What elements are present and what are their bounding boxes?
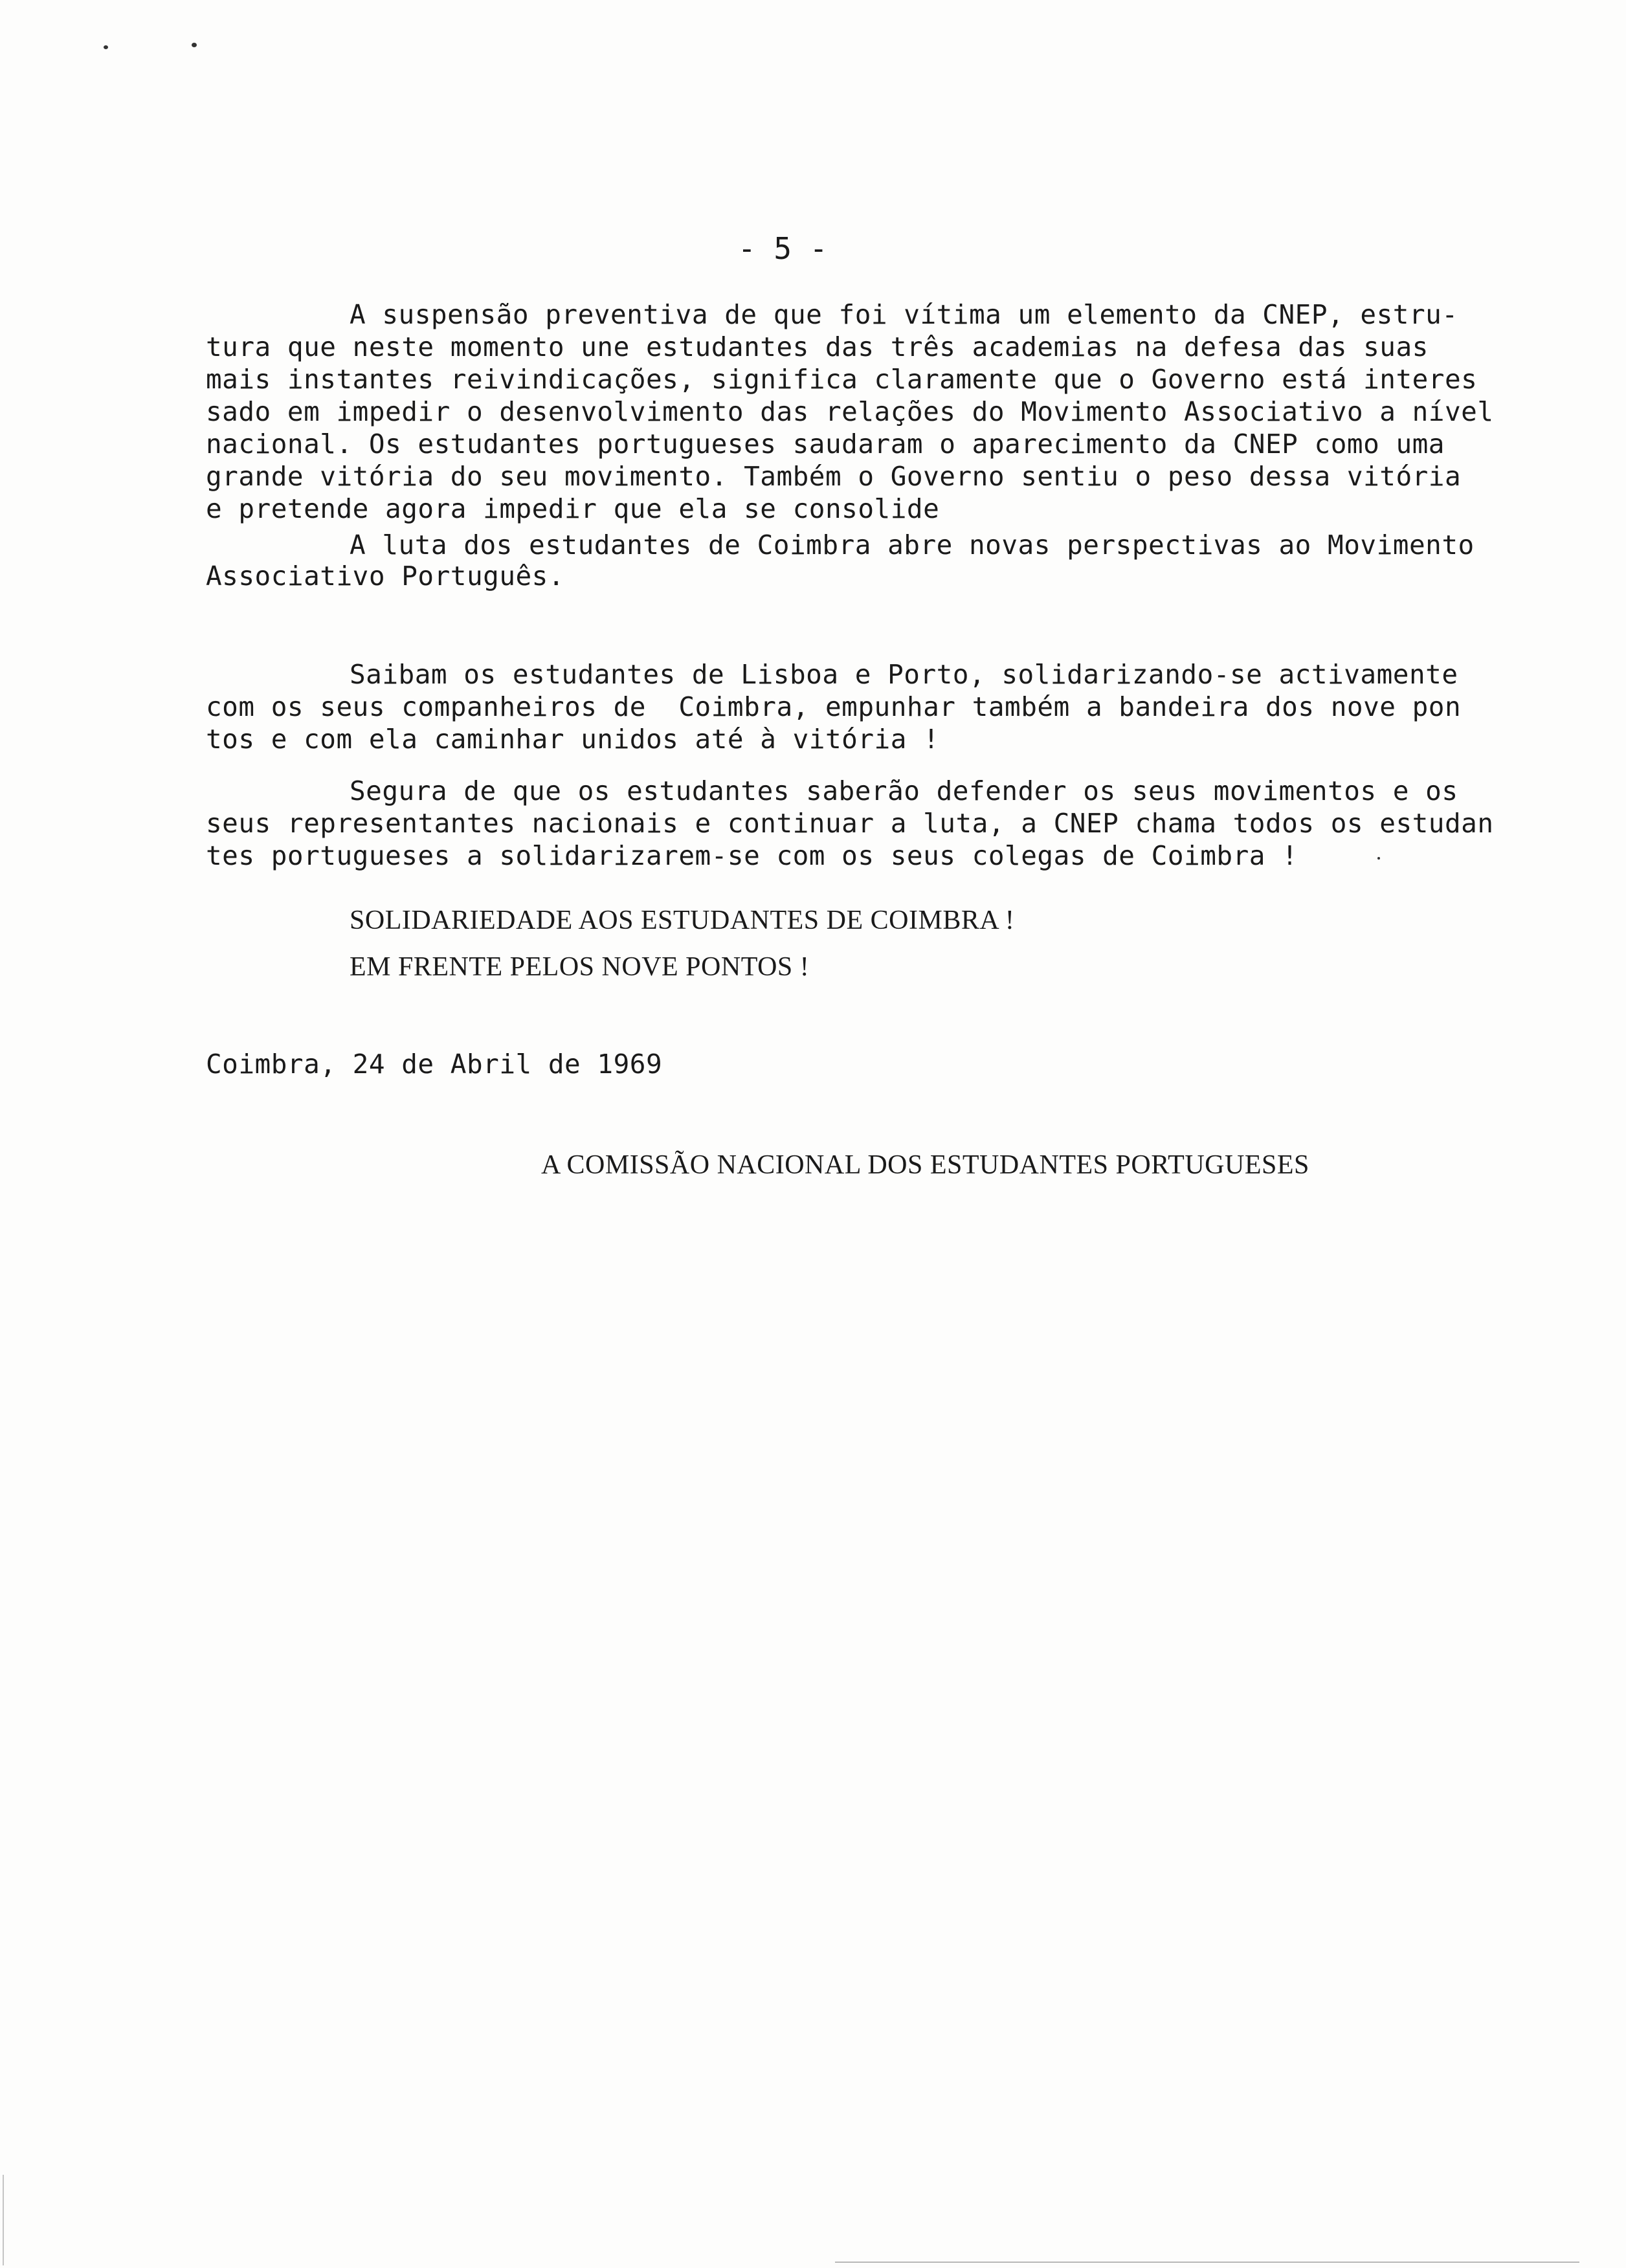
slogan: EM FRENTE PELOS NOVE PONTOS ! <box>350 952 810 982</box>
scan-speck <box>192 43 197 47</box>
body-line: Segura de que os estudantes saberão defender os seus movimentos e os <box>350 775 1458 806</box>
slogan: SOLIDARIEDADE AOS ESTUDANTES DE COIMBRA ! <box>350 906 1015 935</box>
body-line: Associativo Português. <box>206 561 565 592</box>
body-line: tura que neste momento une estudantes das três academias na defesa das suas <box>206 331 1429 362</box>
body-line: nacional. Os estudantes portugueses saudaram o aparecimento da CNEP como uma <box>206 428 1445 460</box>
body-line: tos e com ela caminhar unidos até à vitória ! <box>206 724 940 755</box>
body-line: A luta dos estudantes de Coimbra abre novas perspectivas ao Movimento <box>350 529 1475 561</box>
body-line: grande vitória do seu movimento. Também o Governo sentiu o peso dessa vitória <box>206 461 1462 492</box>
scan-speck <box>1377 857 1380 860</box>
body-line: tes portugueses a solidarizarem-se com os seus colegas de Coimbra ! <box>206 840 1298 871</box>
body-line: mais instantes reivindicações, significa claramente que o Governo está interes <box>206 364 1478 395</box>
page-edge <box>3 2175 4 2265</box>
page-edge <box>835 2262 1579 2263</box>
signature: A COMISSÃO NACIONAL DOS ESTUDANTES PORTUGUESES <box>541 1150 1309 1180</box>
date-line: Coimbra, 24 de Abril de 1969 <box>206 1049 663 1080</box>
body-line: com os seus companheiros de Coimbra, empunhar também a bandeira dos nove pon <box>206 691 1462 722</box>
scan-speck <box>104 45 108 49</box>
body-line: seus representantes nacionais e continuar a luta, a CNEP chama todos os estudan <box>206 808 1494 839</box>
body-line: A suspensão preventiva de que foi vítima um elemento da CNEP, estru- <box>350 299 1458 330</box>
body-line: Saibam os estudantes de Lisboa e Porto, solidarizando-se activamente <box>350 659 1458 690</box>
page-number: - 5 - <box>738 231 828 266</box>
body-line: e pretende agora impedir que ela se consolide <box>206 493 940 524</box>
body-line: sado em impedir o desenvolvimento das relações do Movimento Associativo a nível <box>206 396 1494 427</box>
